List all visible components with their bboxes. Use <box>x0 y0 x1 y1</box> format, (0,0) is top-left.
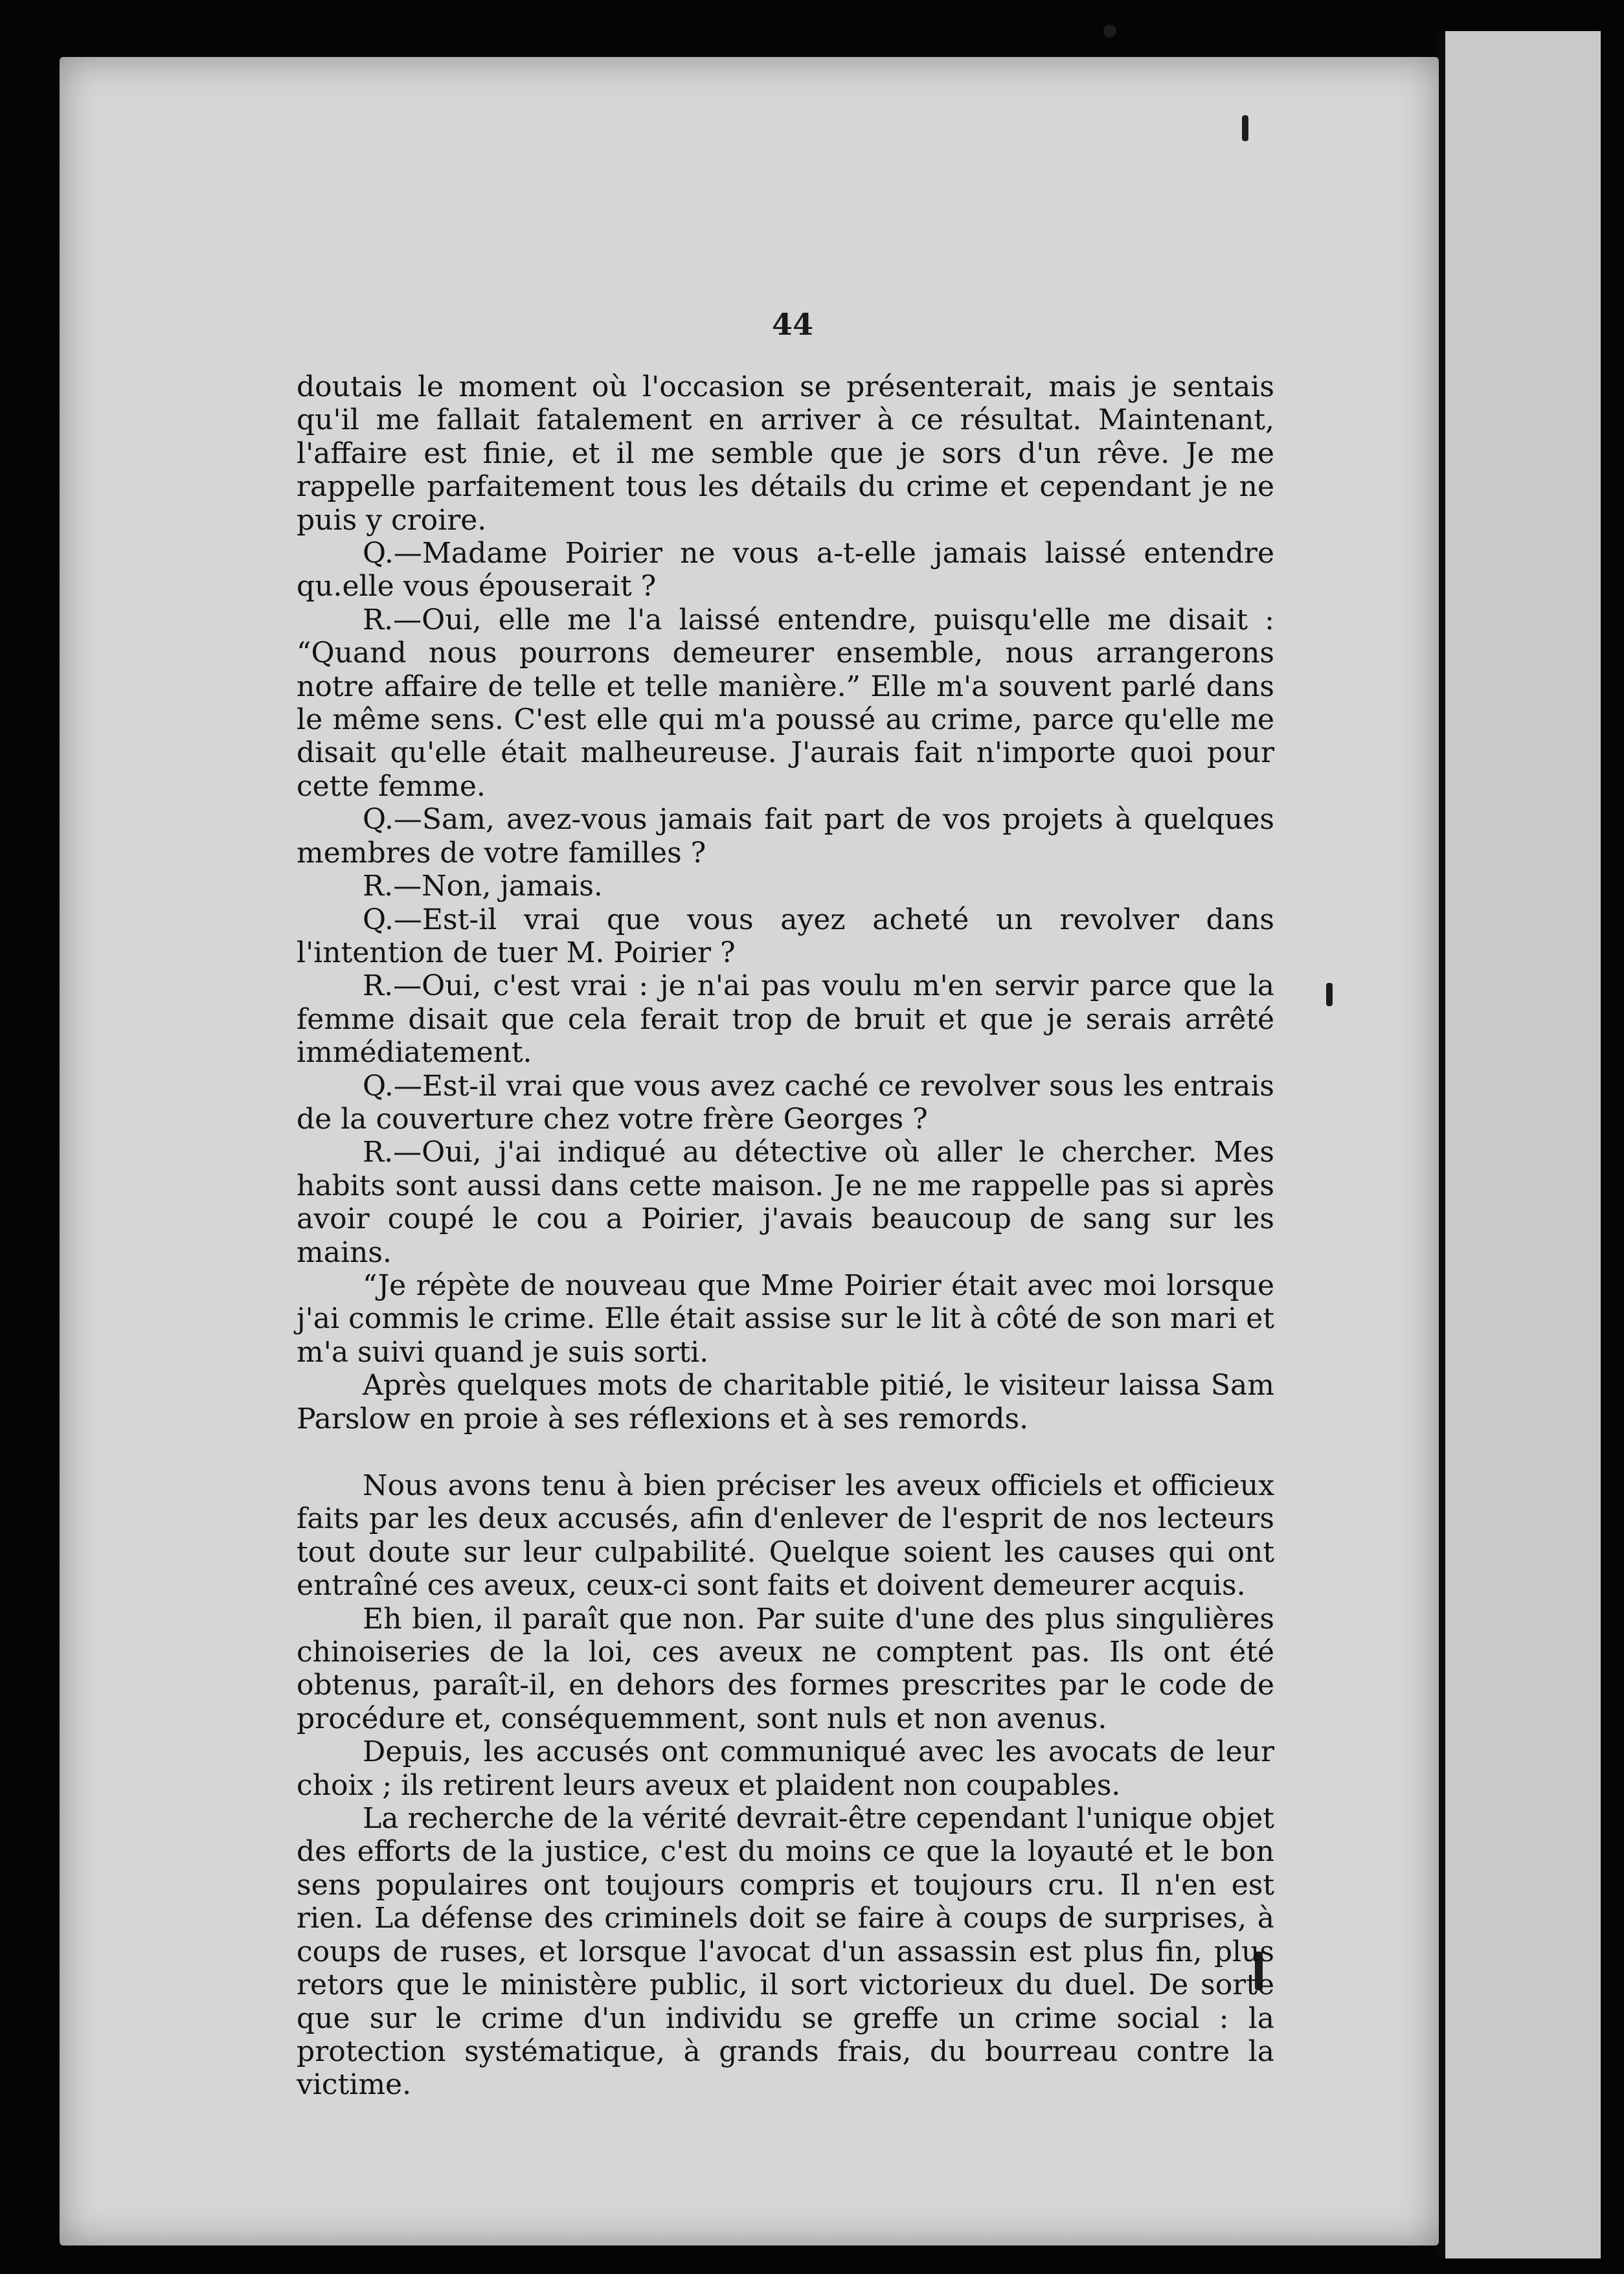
adjacent-page-edge <box>1436 31 1601 2258</box>
paragraph: Après quelques mots de charitable pitié, le visiteur laissa Sam Parslow en proie à ses réflexions et à ses remords. <box>297 1369 1274 1435</box>
paragraph: Q.—Madame Poirier ne vous a-t-elle jamais laissé entendre qu.elle vous épouserait ? <box>297 537 1274 603</box>
ink-speck <box>1242 115 1248 141</box>
ink-speck <box>1326 983 1333 1006</box>
paragraph: Q.—Est-il vrai que vous ayez acheté un revolver dans l'intention de tuer M. Poirier ? <box>297 903 1274 969</box>
page-body-text <box>297 370 1274 2102</box>
paragraph: La recherche de la vérité devrait-être cependant l'unique objet des efforts de la justice, c'est du moins ce que la loyauté et le bon sens populaires ont toujours compris et toujours cru. Il n'en est rien. La défense des criminels doit se faire à coups de surprises, à coups de ruses, et lorsque l'avocat d'un assassin est plus fin, plus retors que le ministère public, il sort victorieux du duel. De sorte que sur le crime d'un individu se greffe un crime social : la protection systématique, à grands frais, du bourreau contre la victime. <box>297 1802 1274 2102</box>
ink-speck <box>1103 25 1116 38</box>
paragraph: R.—Oui, j'ai indiqué au détective où aller le chercher. Mes habits sont aussi dans cette maison. Je ne me rappelle pas si après avoir coupé le cou a Poirier, j'avais beaucoup de sang sur les mains. <box>297 1136 1274 1269</box>
paragraph: Nous avons tenu à bien préciser les aveux officiels et officieux faits par les deux accusés, afin d'enlever de l'esprit de nos lecteurs tout doute sur leur culpabilité. Quelque soient les causes qui ont entraîné ces aveux, ceux-ci sont faits et doivent demeurer acquis. <box>297 1469 1274 1603</box>
paragraph: R.—Oui, elle me l'a laissé entendre, puisqu'elle me disait : “Quand nous pourrons demeurer ensemble, nous arrangerons notre affaire de telle et telle manière.” Elle m'a souvent parlé dans le même sens. C'est elle qui m'a poussé au crime, parce qu'elle me disait qu'elle était malheureuse. J'aurais fait n'importe quoi pour cette femme. <box>297 603 1274 803</box>
paragraph: Eh bien, il paraît que non. Par suite d'une des plus singulières chinoiseries de la loi, ces aveux ne comptent pas. Ils ont été obtenus, paraît-il, en dehors des formes prescrites par le code de procédure et, conséquemment, sont nuls et non avenus. <box>297 1602 1274 1735</box>
page-number: 44 <box>772 307 814 342</box>
paragraph: doutais le moment où l'occasion se présenterait, mais je sentais qu'il me fallait fatalement en arriver à ce résultat. Maintenant, l'affaire est finie, et il me semble que je sors d'un rêve. Je me rappelle parfaitement tous les détails du crime et cependant je ne puis y croire. <box>297 370 1274 537</box>
paragraph: R.—Non, jamais. <box>363 870 603 903</box>
paragraph: “Je répète de nouveau que Mme Poirier était avec moi lorsque j'ai commis le crime. Elle était assise sur le lit à côté de son mari et m'a suivi quand je suis sorti. <box>297 1268 1274 1369</box>
section-break <box>297 1435 1274 1469</box>
paragraph: Q.—Sam, avez-vous jamais fait part de vos projets à quelques membres de votre familles ? <box>297 803 1274 870</box>
paragraph: Q.—Est-il vrai que vous avez caché ce revolver sous les entrais de la couverture chez votre frère Georges ? <box>297 1069 1274 1136</box>
paragraph: Depuis, les accusés ont communiqué avec les avocats de leur choix ; ils retirent leurs aveux et plaident non coupables. <box>297 1735 1274 1802</box>
paragraph: R.—Oui, c'est vrai : je n'ai pas voulu m'en servir parce que la femme disait que cela ferait trop de bruit et que je serais arrêté immédiatement. <box>297 969 1274 1070</box>
